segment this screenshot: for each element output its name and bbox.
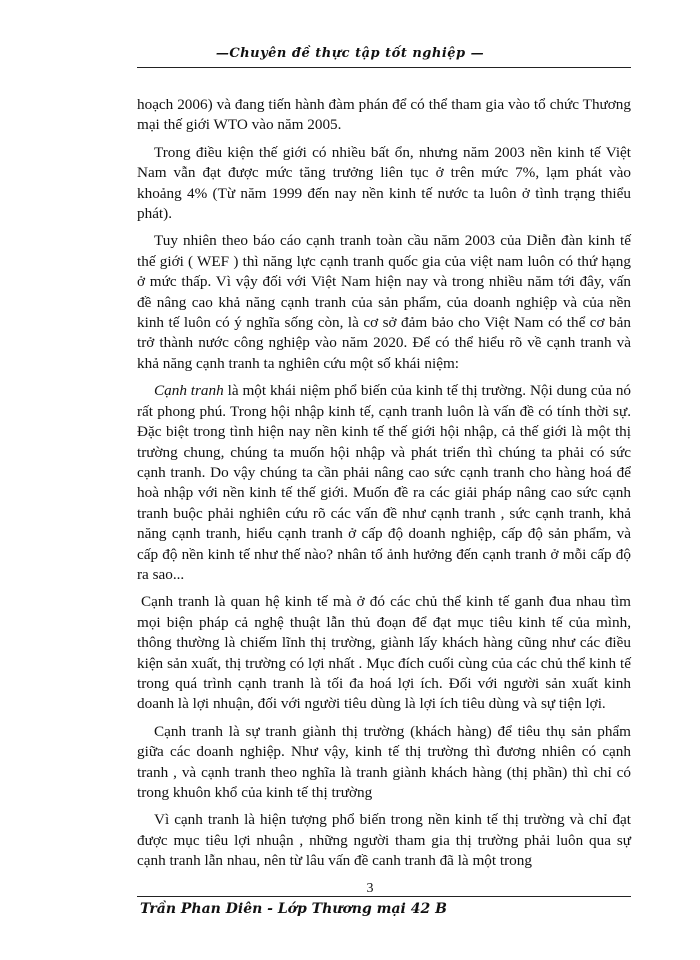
paragraph-6: Cạnh tranh là sự tranh giành thị trường (khách hàng) để tiêu thụ sản phẩm giữa các doanh nghiệp. Như vậy, kinh tế thị trường thì đương nhiên có cạnh tranh , và cạnh tranh theo nghĩa là tranh giành khách hàng (thị phần) thì chỉ có trong khuôn khổ của kinh tế thị trường bbox=[137, 722, 631, 801]
paragraph-1: hoạch 2006) và đang tiến hành đàm phán để có thể tham gia vào tổ chức Thương mại thế giới WTO vào năm 2005. bbox=[137, 96, 631, 134]
header-rule bbox=[137, 67, 631, 68]
footer-rule bbox=[137, 896, 631, 897]
paragraph-7: Vì cạnh tranh là hiện tượng phổ biến trong nền kinh tế thị trường và chỉ đạt được mục tiêu lợi nhuận , những người tham gia thị trường phải luôn qua sự cạnh tranh lẫn nhau, nên từ lâu vấn đề canh tranh đã là một trong bbox=[137, 811, 631, 870]
paragraph-4 bbox=[137, 381, 631, 585]
page-number: 3 bbox=[366, 881, 374, 896]
footer-author: Trần Phan Diên - Lớp Thương mại 42 B bbox=[140, 901, 447, 917]
paragraph-4-text: là một khái niệm phổ biến của kinh tế thị trường. Nội dung của nó rất phong phú. Trong hội nhập kinh tế, cạnh tranh luôn là vấn đề có tính thời sự. Đặc biệt trong tình hiện nay nền kinh tế thế giới hội nhập, cả thế giới là một thị trường chung, chúng ta muốn hội nhập và phát triển thì chúng ta phải có sức cạnh tranh. Do vậy chúng ta cần phải nâng cao sức cạnh tranh cho hàng hoá để hoà nhập với nền kinh tế thế giới. Muốn đề ra các giải pháp nâng cao sức cạnh tranh buộc phải nghiên cứu rõ các vấn đề như cạnh tranh , sức cạnh tranh, khả năng cạnh tranh, hiểu cạnh tranh ở cấp độ doanh nghiệp, cấp độ sản phẩm, và cấp độ nền kinh tế như thế nào? nhân tố ảnh hưởng đến cạnh tranh ở mỗi cấp độ ra sao... bbox=[137, 382, 632, 583]
document-body bbox=[137, 95, 631, 879]
paragraph-2: Trong điều kiện thế giới có nhiều bất ổn, nhưng năm 2003 nền kinh tế Việt Nam vẫn đạt được mức tăng trưởng liên tục ở trên mức 7%, lạm phát vào khoảng 4% (Từ năm 1999 đến nay nền kinh tế nước ta luôn ở tình trạng thiểu phát). bbox=[137, 143, 631, 223]
paragraph-3: Tuy nhiên theo báo cáo cạnh tranh toàn cầu năm 2003 của Diễn đàn kinh tế thế giới ( WEF ) thì năng lực cạnh tranh quốc gia của việt nam luôn có thứ hạng ở mức thấp. Vì vậy đối với Việt Nam hiện nay và trong nhiều năm tới đây, vấn đề nâng cao khả năng cạnh tranh của sản phẩm, của doanh nghiệp và của nền kinh tế luôn có ý nghĩa sống còn, là cơ sở đảm bảo cho Việt Nam có thể cơ bản trở thành nước công nghiệp vào năm 2020. Để có thể hiểu rõ về cạnh tranh và khả năng cạnh tranh ta nghiên cứu một số khái niệm: bbox=[137, 232, 631, 372]
paragraph-5: Cạnh tranh là quan hệ kinh tế mà ở đó các chủ thể kinh tế ganh đua nhau tìm mọi biện pháp cả nghệ thuật lẫn thủ đoạn để đạt mục tiêu kinh tế của mình, thông thường là chiếm lĩnh thị trường, giành lấy khách hàng cũng như các điều kiện sản xuất, thị trường có lợi nhất . Mục đích cuối cùng của các chủ thể kinh tế trong quá trình cạnh tranh là tối đa hoá lợi ích. Đối với người sản xuất kinh doanh là lợi nhuận, đối với người tiêu dùng là lợi ích tiêu dùng và sự tiện lợi. bbox=[137, 593, 631, 713]
header-title: —Chuyên đề thực tập tốt nghiệp — bbox=[215, 46, 485, 61]
term-canh-tranh: Cạnh tranh bbox=[154, 382, 224, 400]
